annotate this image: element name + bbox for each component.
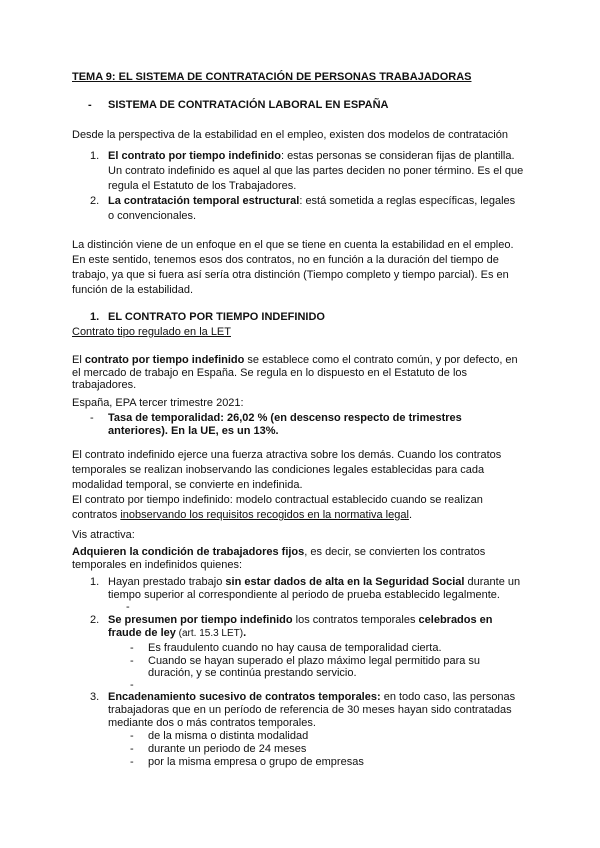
model-2-line [108,194,515,209]
model-def-line-1: El contrato por tiempo indefinido: modelo contractual establecido cuando se realizan [72,494,483,506]
case-2-sub-1-dash: - [130,642,134,654]
model-2-bold: La contratación temporal estructural [108,195,300,207]
document-title: TEMA 9: EL SISTEMA DE CONTRATACIÓN DE PERSONAS TRABAJADORAS [72,71,472,83]
attractive-line-2: temporales se realizan inobservando las condiciones legales establecidas para cada [72,464,485,476]
common-contract-bold: contrato por tiempo indefinido [84,354,245,366]
case-3-rest: en todo caso, las personas [380,691,516,703]
model-2-rest: : está sometida a reglas específicas, legales [299,195,516,207]
model-1-line-2: Un contrato indefinido es aquel al que las partes deciden no poner término. Es el que [108,165,524,177]
case-1-pre: Hayan prestado trabajo [108,576,226,588]
case-3-sub-2-dash: - [130,743,134,755]
case-2-bold-3: fraude de ley [108,627,176,639]
distinction-line-2: En este sentido, tenemos esos dos contratos, no en función a la duración del tiempo de [72,254,499,266]
model-2-line-2: o convencionales. [108,210,197,222]
case-3-line-2: trabajadoras que en un período de referencia de 30 meses hayan sido contratadas [108,704,512,716]
section-1-subtitle: Contrato tipo regulado en la LET [72,326,231,338]
case-3-sub-3-dash: - [130,756,134,768]
case-3-bold: Encadenamiento sucesivo de contratos temporales: [108,691,381,703]
epa-text: España, EPA tercer trimestre 2021: [72,397,244,409]
common-contract-line-2: el mercado de trabajo en España. Se regula en lo dispuesto en el Estatuto de los [72,367,468,379]
temporality-label: Tasa de temporalidad: [108,412,224,424]
case-1-empty-dash: - [126,601,130,613]
intro-text: Desde la perspectiva de la estabilidad en el empleo, existen dos modelos de contratación [72,129,508,141]
attractive-line-1: El contrato indefinido ejerce una fuerza atractiva sobre los demás. Cuando los contratos [72,449,502,461]
distinction-line-3: trabajo, ya que si fuera así sería otra distinción (Tiempo completo y tiempo parcial). Es en [72,269,509,281]
temporality-bullet: - [90,412,94,424]
common-contract-post: se establece como el contrato común, y por defecto, en [244,354,518,366]
case-3-line-3: mediante dos o más contratos temporales. [108,717,316,729]
case-3-sub-3: por la misma empresa o grupo de empresas [148,756,364,768]
case-2-number: 2. [90,614,100,626]
acquire-bold: Adquieren la condición de trabajadores fijos [72,546,305,558]
case-2-sub-1: Es fraudulento cuando no hay causa de temporalidad cierta. [148,642,442,654]
case-3-sub-2: durante un periodo de 24 meses [148,743,307,755]
case-2-mid: los contratos temporales [292,614,419,626]
case-2-sub-2-dash: - [130,655,134,667]
model-1-line [108,149,515,164]
attractive-line-3: modalidad temporal, se convierte en indefinida. [72,479,303,491]
case-2-line-2 [108,626,246,641]
case-3-number: 3. [90,691,100,703]
case-2-bold-2: celebrados en [418,614,493,626]
case-2-sub-2-cont: duración, y se continúa prestando servicio. [148,667,357,679]
case-3-sub-1: de la misma o distinta modalidad [148,730,309,742]
model-1-bold: El contrato por tiempo indefinido [108,150,281,162]
model-1-line-3: regula el Estatuto de los Trabajadores. [108,180,297,192]
model-def-pre: contratos [72,509,121,521]
section-heading: SISTEMA DE CONTRATACIÓN LABORAL EN ESPAÑA [108,99,389,111]
model-1-number: 1. [90,150,100,162]
case-2-empty-dash: - [130,679,134,691]
model-def-post: . [408,509,412,521]
case-3-sub-1-dash: - [130,730,134,742]
case-2-sub-2: Cuando se hayan superado el plazo máximo legal permitido para su [148,655,481,667]
model-def-underlined: inobservando los requisitos recogidos en la normativa legal [120,509,409,521]
distinction-line-4: función de la estabilidad. [72,284,194,296]
acquire-line-2: temporales en indefinidos quienes: [72,559,243,571]
section-1-number: 1. [90,311,100,323]
common-contract-line-3: trabajadores. [72,379,137,391]
distinction-line-1: La distinción viene de un enfoque en el que se tiene en cuenta la estabilidad en el empleo. [72,239,514,251]
case-2-bold-1: Se presumen por tiempo indefinido [108,614,293,626]
case-2-ref: (art. 15.3 LET) [175,628,244,639]
section-heading-bullet: - [88,99,92,111]
vis-atractiva: Vis atractiva: [72,529,135,541]
acquire-rest: , es decir, se convierten los contratos [304,546,486,558]
case-1-line-2: tiempo superior al correspondiente al periodo de prueba establecido legalmente. [108,589,500,601]
case-1-number: 1. [90,576,100,588]
model-2-number: 2. [90,195,100,207]
common-contract-pre: El [72,354,85,366]
case-1-bold: sin estar dados de alta en la Seguridad Social [225,576,465,588]
section-1-heading: EL CONTRATO POR TIEMPO INDEFINIDO [108,311,325,323]
temporality-value: 26,02 % (en descenso respecto de trimestres [223,412,462,424]
model-def-line-2 [72,508,412,523]
model-1-rest: : estas personas se consideran fijas de plantilla. [280,150,515,162]
temporality-line-2: anteriores). En la UE, es un 13%. [108,425,279,437]
case-1-post: durante un [464,576,521,588]
case-2-end: . [243,627,247,639]
